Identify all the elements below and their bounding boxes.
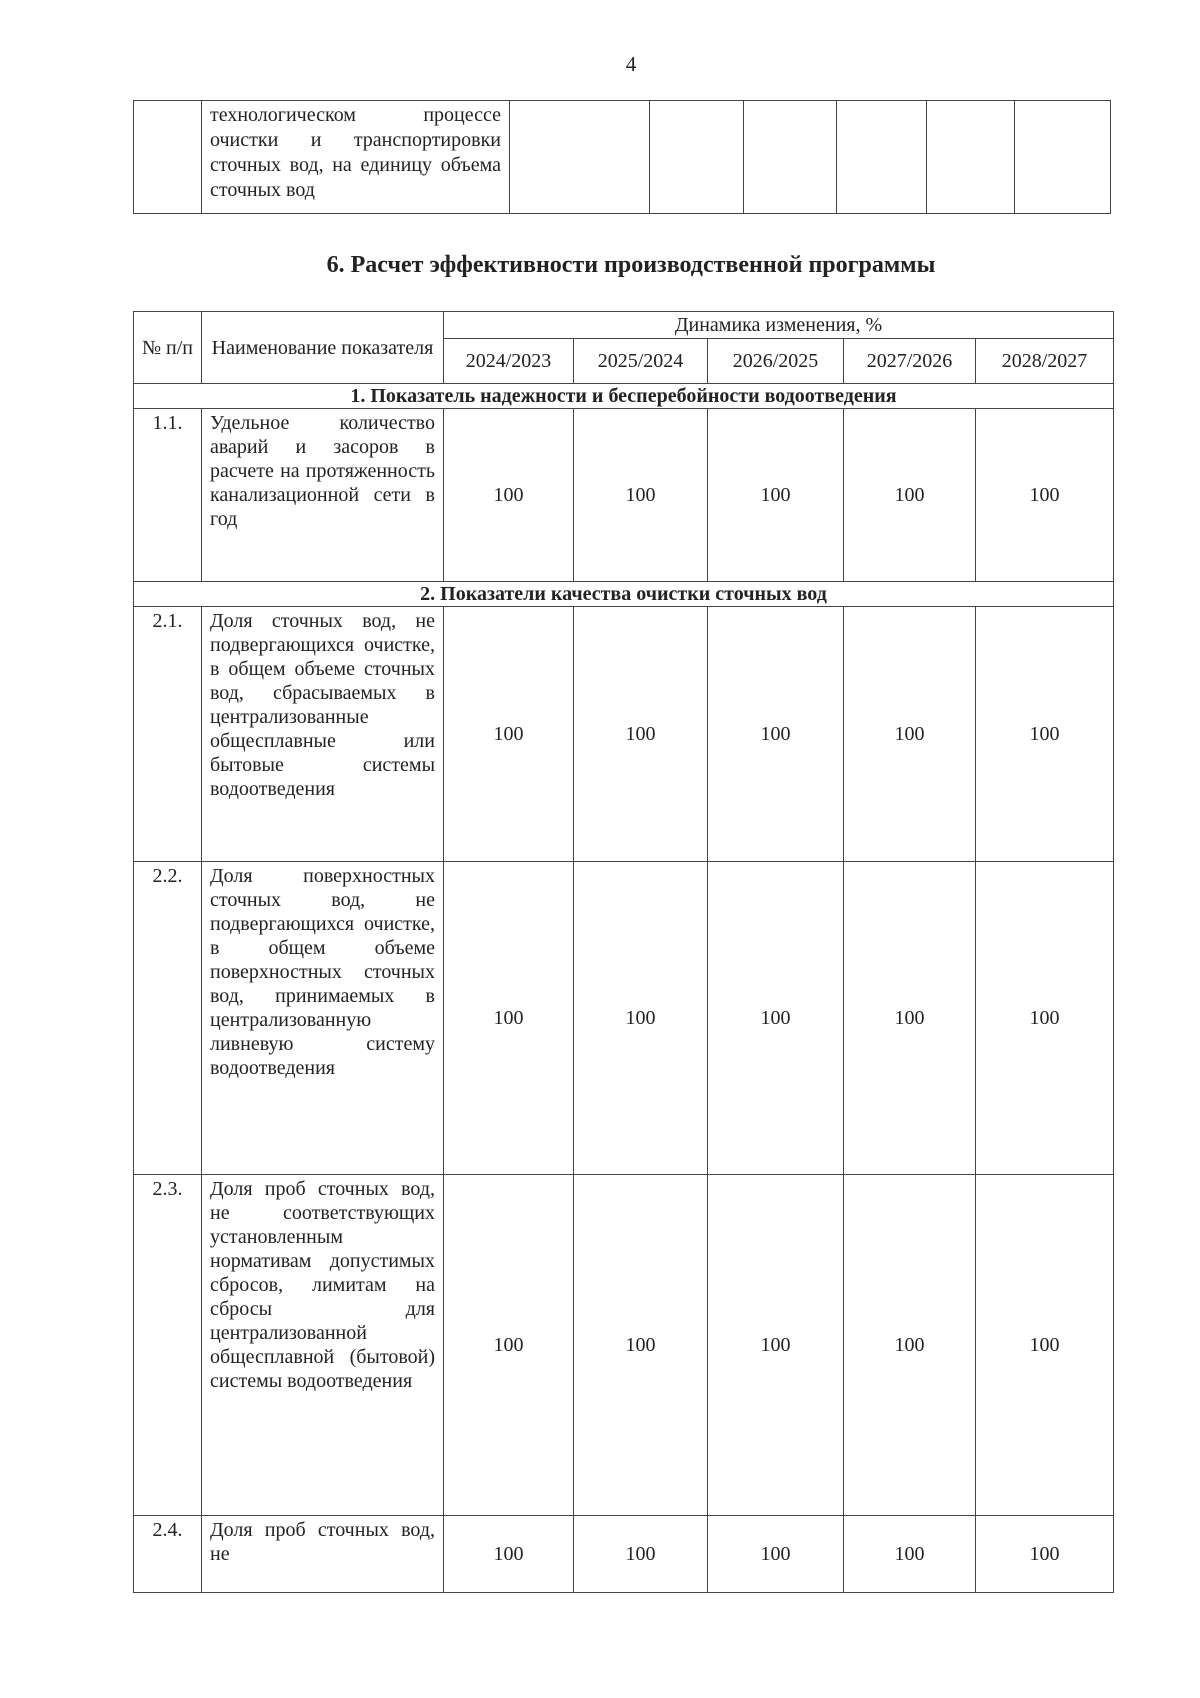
header-num: № п/п (134, 312, 202, 384)
row-value: 100 (844, 862, 976, 1175)
table-cell (202, 101, 510, 214)
header-year: 2027/2026 (844, 339, 976, 384)
header-year: 2024/2023 (444, 339, 574, 384)
header-row (134, 312, 1114, 339)
section-title: 6. Расчет эффективности производственной программы (326, 252, 936, 278)
row-value: 100 (444, 409, 574, 582)
continued-table (133, 100, 1111, 214)
row-value: 100 (844, 1175, 976, 1516)
row-num: 2.4. (134, 1516, 202, 1593)
row-value: 100 (708, 607, 844, 862)
table-row (134, 862, 1114, 1175)
row-value: 100 (708, 862, 844, 1175)
continued-row-text: технологическом процессе очистки и транспортировки сточных вод, на единицу объема сточных вод (210, 104, 501, 201)
row-value: 100 (844, 607, 976, 862)
efficiency-table (133, 311, 1114, 1593)
table-row (134, 101, 1111, 214)
group-title: 1. Показатель надежности и бесперебойности водоотведения (134, 384, 1114, 409)
row-num: 2.1. (134, 607, 202, 862)
header-year: 2026/2025 (708, 339, 844, 384)
table-cell (744, 101, 837, 214)
row-num: 2.2. (134, 862, 202, 1175)
row-value: 100 (444, 1516, 574, 1593)
row-value: 100 (574, 409, 708, 582)
row-value: 100 (844, 409, 976, 582)
row-value: 100 (444, 862, 574, 1175)
row-value: 100 (444, 607, 574, 862)
row-value: 100 (574, 1175, 708, 1516)
row-value: 100 (708, 409, 844, 582)
row-value: 100 (574, 862, 708, 1175)
row-name: Доля проб сточных вод, не (202, 1516, 444, 1593)
header-dynamics: Динамика изменения, % (444, 312, 1114, 339)
row-value: 100 (976, 607, 1114, 862)
row-value: 100 (976, 1516, 1114, 1593)
row-value: 100 (976, 862, 1114, 1175)
row-name: Доля поверхностных сточных вод, не подвергающихся очистке, в общем объеме поверхностных сточных вод, принимаемых в централизованную ливневую систему водоотведения (202, 862, 444, 1175)
row-value: 100 (976, 409, 1114, 582)
row-value: 100 (708, 1516, 844, 1593)
header-year: 2025/2024 (574, 339, 708, 384)
row-value: 100 (976, 1175, 1114, 1516)
table-cell (1015, 101, 1111, 214)
row-name: Доля проб сточных вод, не соответствующих установленным нормативам допустимых сбросов, лимитам на сбросы для централизованной общесплавной (бытовой) системы водоотведения (202, 1175, 444, 1516)
page-number: 4 (625, 52, 637, 76)
row-value: 100 (708, 1175, 844, 1516)
table-cell (650, 101, 744, 214)
row-value: 100 (574, 1516, 708, 1593)
table-row (134, 1516, 1114, 1593)
table-row (134, 607, 1114, 862)
table-cell (837, 101, 927, 214)
row-value: 100 (844, 1516, 976, 1593)
header-year: 2028/2027 (976, 339, 1114, 384)
header-name: Наименование показателя (202, 312, 444, 384)
row-value: 100 (444, 1175, 574, 1516)
row-value: 100 (574, 607, 708, 862)
row-num: 2.3. (134, 1175, 202, 1516)
group-title: 2. Показатели качества очистки сточных вод (134, 582, 1114, 607)
table-row (134, 409, 1114, 582)
table-row (134, 1175, 1114, 1516)
group-row (134, 582, 1114, 607)
table-cell (510, 101, 650, 214)
group-row (134, 384, 1114, 409)
row-num: 1.1. (134, 409, 202, 582)
table-cell (927, 101, 1015, 214)
table-cell (134, 101, 202, 214)
row-name: Удельное количество аварий и засоров в расчете на протяженность канализационной сети в год (202, 409, 444, 582)
row-name: Доля сточных вод, не подвергающихся очистке, в общем объеме сточных вод, сбрасываемых в централизованные общесплавные или бытовые системы водоотведения (202, 607, 444, 862)
